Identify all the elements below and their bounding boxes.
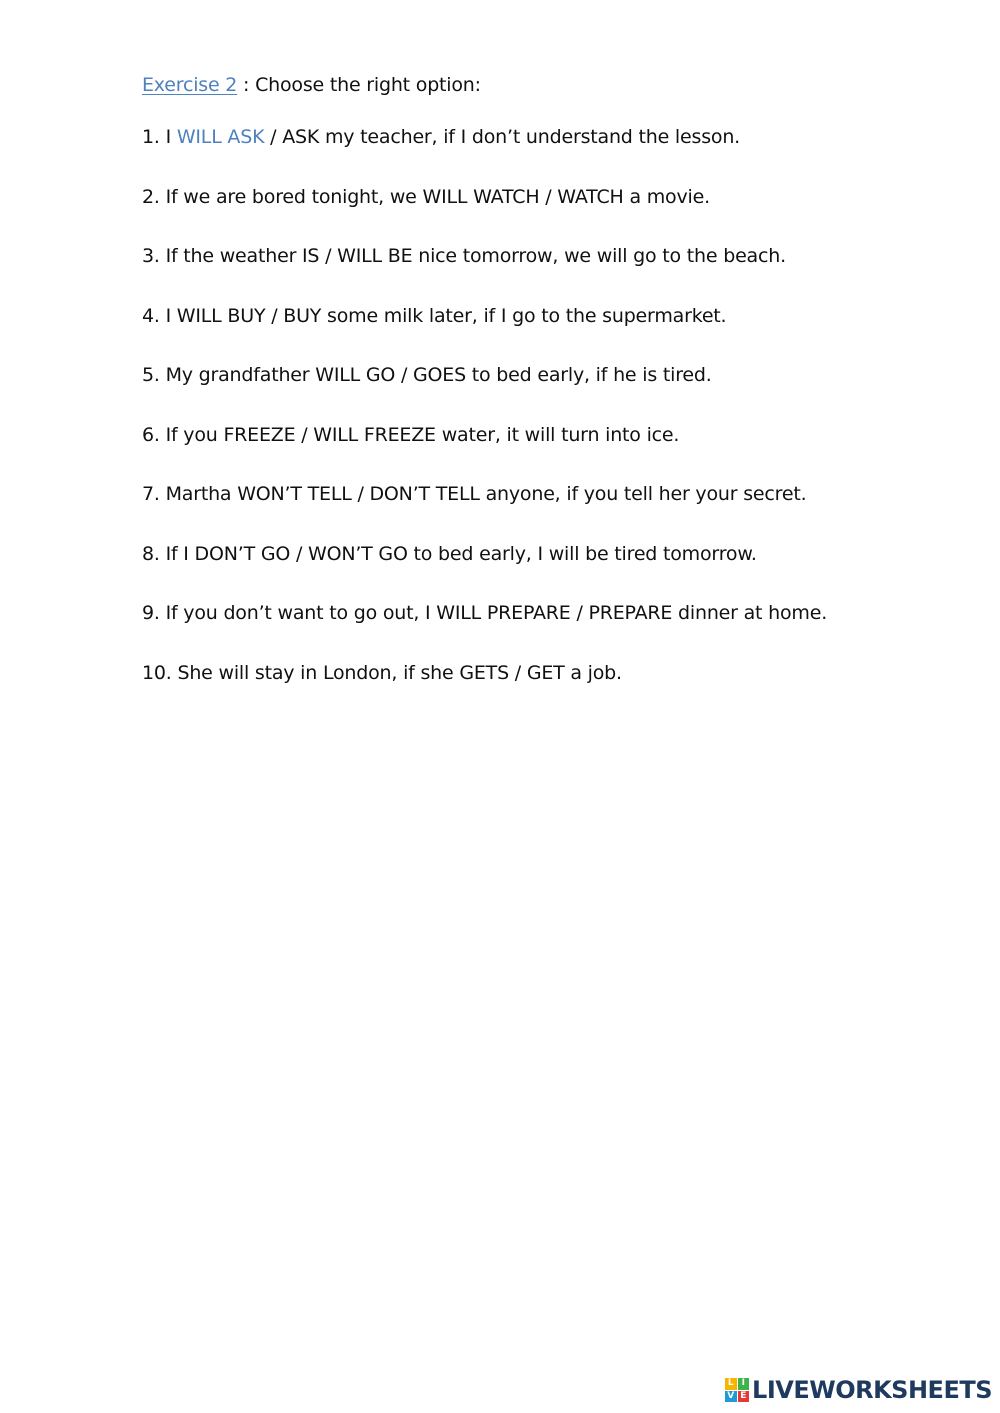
question-8: 8. If I DON’T GO / WON’T GO to bed early, I will be tired tomorrow. — [142, 542, 757, 565]
question-4: 4. I WILL BUY / BUY some milk later, if I go to the supermarket. — [142, 304, 727, 327]
question-7: 7. Martha WON’T TELL / DON’T TELL anyone, if you tell her your secret. — [142, 483, 807, 505]
question-5: 5. My grandfather WILL GO / GOES to bed early, if he is tired. — [142, 364, 712, 386]
logo-letter: V — [725, 1391, 737, 1403]
logo-letter: E — [738, 1391, 750, 1403]
selected-answer[interactable]: WILL ASK — [176, 126, 265, 148]
question-1 — [142, 122, 942, 182]
logo-letter: I — [738, 1378, 750, 1390]
question-6: 6. If you FREEZE / WILL FREEZE water, it will turn into ice. — [142, 423, 680, 446]
liveworksheets-brand — [725, 1375, 992, 1405]
exercise-link[interactable]: Exercise 2 — [142, 74, 238, 96]
question-1-post: / ASK my teacher, if I don’t understand the lesson. — [264, 126, 741, 148]
worksheet — [142, 70, 942, 717]
question-list — [142, 122, 942, 717]
question-2: 2. If we are bored tonight, we WILL WATCH / WATCH a movie. — [142, 185, 710, 208]
question-9: 9. If you don’t want to go out, I WILL PREPARE / PREPARE dinner at home. — [142, 602, 828, 624]
liveworksheets-wordmark: LIVEWORKSHEETS — [752, 1376, 992, 1404]
question-10: 10. She will stay in London, if she GETS / GET a job. — [142, 661, 622, 684]
exercise-instruction: : Choose the right option: — [237, 74, 481, 96]
liveworksheets-logo-icon — [725, 1378, 749, 1402]
exercise-heading — [142, 70, 942, 100]
question-1-pre: 1. I — [142, 126, 177, 148]
logo-letter: L — [725, 1378, 737, 1390]
question-3: 3. If the weather IS / WILL BE nice tomorrow, we will go to the beach. — [142, 245, 786, 267]
